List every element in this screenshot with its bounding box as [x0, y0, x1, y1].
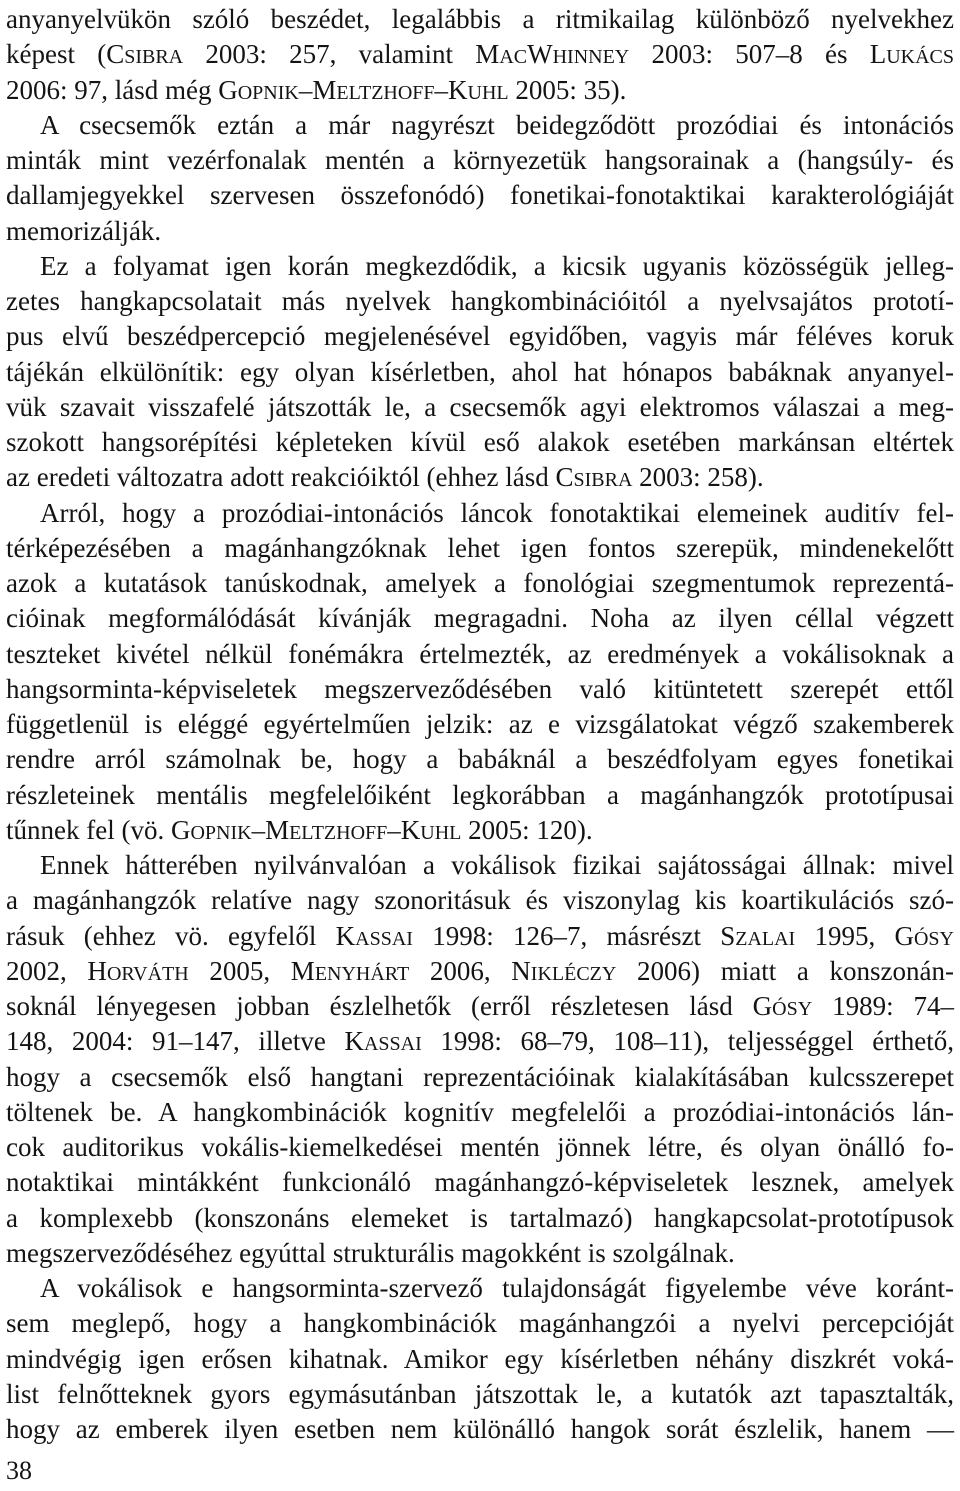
text-segment: sem meglepő, hogy a hangkombinációk magánhangzói a nyelvi percepcióját	[6, 1308, 954, 1339]
text-segment: 2005, M	[188, 955, 315, 986]
text-segment: részleteinek mentális megfelelőiként legkorábban a magánhangzók prototípusai	[6, 779, 954, 810]
text-line	[6, 1306, 954, 1341]
text-segment: töltenek be. A hangkombinációk kognitív megfelelői a prozódiai-intonációs lán-	[6, 1096, 954, 1127]
text-segment: A vokálisok e hangsorminta-szervező tulajdonságát figyelembe véve koránt-	[40, 1273, 954, 1303]
paragraph	[6, 848, 954, 1271]
small-caps-name: ÓSY	[772, 998, 813, 1020]
small-caps-name: ASSAI	[355, 927, 413, 950]
small-caps-name: OPNIK	[190, 821, 252, 844]
text-line	[6, 37, 954, 72]
small-caps-name: ASSAI	[363, 1033, 422, 1056]
small-caps-name: UHL	[420, 821, 462, 844]
text-line	[6, 1271, 954, 1306]
text-segment: vük szavait visszafelé játszották le, a csecsemők agyi elektromos válaszai a meg-	[6, 391, 954, 422]
text-segment: soknál lényegesen jobban észlelhetők (erről részletesen lásd G	[6, 991, 773, 1021]
text-line	[6, 214, 954, 249]
text-line	[6, 672, 954, 707]
text-segment: hogy a csecsemők első hangtani reprezentációinak kialakításában kulcsszerepet	[6, 1061, 954, 1092]
text-line	[6, 73, 954, 108]
text-line	[6, 1342, 954, 1377]
small-caps-name: AC	[499, 46, 528, 69]
text-line	[6, 1165, 954, 1200]
text-segment: azok a kutatások tanúskodnak, amelyek a fonológiai szegmentumok reprezentá-	[6, 568, 954, 598]
text-segment: függetlenül is eléggé egyértelműen jelzik: az e vizsgálatokat végző szakemberek	[6, 709, 954, 739]
text-line	[6, 496, 954, 531]
text-segment: zetes hangkapcsolatait más nyelvek hangkombinációitól a nyelvsajátos prototí-	[6, 286, 954, 316]
text-segment: minták mint vezérfonalak mentén a környezetük hangsorainak a (hangsúly- és	[6, 145, 954, 175]
text-line	[6, 989, 954, 1024]
text-segment: 2002, H	[6, 955, 107, 986]
text-line	[6, 319, 954, 354]
text-segment: memorizálják.	[6, 215, 162, 246]
text-line	[6, 425, 954, 460]
small-caps-name: UKÁCS	[886, 46, 954, 69]
paragraph	[6, 249, 954, 496]
text-segment: 1998: 126–7, másrészt S	[412, 920, 736, 951]
small-caps-name: ORVÁTH	[106, 962, 189, 985]
text-segment: szokott hangsorépítési képleteken kívül eső alakok esetében markánsan eltértek	[6, 427, 954, 457]
text-segment: 1998: 68–79, 108–11), teljességgel érthető,	[421, 1026, 954, 1057]
text-segment: rendre arról számolnak be, hogy a babáknál a beszédfolyam egyes fonetikai	[6, 744, 954, 775]
text-segment: W	[527, 39, 553, 70]
text-segment: megszerveződéséhez egyúttal strukturális magokként is szolgálnak.	[6, 1237, 735, 1268]
text-line	[6, 108, 954, 143]
text-segment: 2003: 507–8 és L	[629, 39, 887, 70]
text-line	[6, 848, 954, 883]
paragraph	[6, 496, 954, 849]
text-segment: Arról, hogy a prozódiai-intonációs láncok fonotaktikai elemeinek auditív fel-	[40, 497, 954, 528]
text-line	[6, 883, 954, 918]
text-line	[6, 1201, 954, 1236]
text-segment: rásuk (ehhez vö. egyfelől K	[6, 920, 356, 951]
text-segment: –M	[251, 814, 290, 845]
text-segment: hogy az emberek ilyen esetben nem különálló hangok sorát észlelik, hanem —	[6, 1414, 954, 1444]
text-segment: tűnnek fel (vö. G	[6, 814, 191, 845]
text-segment: –K	[434, 74, 468, 105]
text-line	[6, 1095, 954, 1130]
text-line	[6, 1412, 954, 1447]
small-caps-name: IKLÉCZY	[530, 962, 617, 985]
text-segment: A csecsemők eztán a már nagyrészt beidegződött prozódiai és intonációs	[40, 109, 954, 140]
text-segment: Ennek hátterében nyilvánvalóan a vokálisok fizikai sajátosságai állnak: mivel	[40, 850, 954, 880]
text-segment: 2005: 35).	[508, 74, 627, 105]
small-caps-name: ENYHÁRT	[314, 962, 410, 985]
text-segment: anyanyelvükön szóló beszédet, legalábbis a ritmikailag különböző nyelvekhez	[6, 4, 954, 34]
text-segment: a komplexebb (konszonáns elemeket is tartalmazó) hangkapcsolat-prototípusok	[6, 1202, 954, 1233]
paragraph	[6, 1271, 954, 1447]
text-line	[6, 2, 954, 37]
text-line	[6, 284, 954, 319]
document-page	[6, 2, 954, 1447]
text-line	[6, 742, 954, 777]
text-segment: 2005: 120).	[461, 814, 593, 845]
text-segment: mindvégig igen erősen kihatnak. Amikor egy kísérletben néhány diszkrét voká-	[6, 1343, 954, 1374]
text-segment: képest (C	[6, 39, 125, 70]
text-line	[6, 531, 954, 566]
text-segment: 2006) miatt a konszonán-	[616, 955, 955, 986]
text-segment: 1989: 74–	[812, 991, 954, 1021]
text-line	[6, 249, 954, 284]
text-line	[6, 566, 954, 601]
text-line	[6, 143, 954, 178]
text-line	[6, 707, 954, 742]
text-line	[6, 813, 954, 848]
text-line	[6, 637, 954, 672]
text-line	[6, 778, 954, 813]
text-segment: Ez a folyamat igen korán megkezdődik, a kicsik ugyanis közösségük jelleg-	[40, 250, 954, 281]
text-segment: 2003: 257, valamint M	[183, 39, 500, 70]
text-line	[6, 1024, 954, 1059]
small-caps-name: OPNIK	[237, 81, 299, 104]
text-segment: notaktikai mintákként funkcionáló magánhangzó-képviseletek lesznek, amelyek	[6, 1167, 954, 1198]
page-number: 38	[6, 1456, 32, 1485]
text-segment: 148, 2004: 91–147, illetve K	[6, 1026, 364, 1057]
text-line	[6, 1060, 954, 1095]
small-caps-name: ÓSY	[913, 927, 954, 950]
paragraph	[6, 2, 954, 108]
small-caps-name: UHL	[467, 81, 509, 104]
small-caps-name: ELTZHOFF	[289, 821, 388, 844]
text-segment: list felnőtteknek gyors egymásutánban játszottak le, a kutatók azt tapasztalták,	[6, 1378, 954, 1409]
text-segment: cok auditorikus vokális-kiemelkedései mentén jönnek létre, és olyan önálló fo-	[6, 1132, 954, 1162]
small-caps-name: ZALAI	[735, 927, 796, 950]
text-segment: hangsorminta-képviseletek megszerveződésében való kitüntetett szerepét ettől	[6, 673, 954, 704]
text-segment: teszteket kivétel nélkül fonémákra értelmezték, az eredmények a vokálisoknak a	[6, 638, 954, 669]
text-segment: –M	[298, 74, 337, 105]
text-line	[6, 460, 954, 495]
text-line	[6, 1377, 954, 1412]
text-segment: térképezésében a magánhangzóknak lehet igen fontos szerepük, mindenekelőtt	[6, 532, 954, 563]
text-line	[6, 1130, 954, 1165]
small-caps-name: ELTZHOFF	[336, 81, 435, 104]
text-segment: az eredeti változatra adott reakcióiktól (ehhez lásd C	[6, 462, 574, 493]
text-segment: pus elvű beszédpercepció megjelenésével egyidőben, vagyis már féléves koruk	[6, 321, 954, 352]
text-segment: tájékán elkülönítik: egy olyan kísérletben, ahol hat hónapos babáknak anyanyel-	[6, 356, 954, 387]
text-segment: 2003: 258).	[632, 462, 764, 493]
text-segment: 1995, G	[795, 920, 914, 951]
paragraph	[6, 108, 954, 249]
small-caps-name: SIBRA	[124, 46, 184, 69]
text-segment: –K	[387, 814, 421, 845]
text-line	[6, 954, 954, 989]
text-segment: 2006: 97, lásd még G	[6, 74, 238, 105]
text-line	[6, 919, 954, 954]
small-caps-name: SIBRA	[573, 469, 633, 492]
text-line	[6, 178, 954, 213]
text-segment: cióinak megformálódását kívánják megragadni. Noha az ilyen céllal végzett	[6, 603, 954, 634]
text-line	[6, 355, 954, 390]
text-line	[6, 1236, 954, 1271]
text-segment: a magánhangzók relatíve nagy szonoritásuk és viszonylag kis koartikulációs szó-	[6, 885, 954, 916]
text-segment: 2006, N	[409, 955, 531, 986]
small-caps-name: HINNEY	[552, 46, 630, 69]
text-line	[6, 601, 954, 636]
text-line	[6, 390, 954, 425]
text-segment: dallamjegyekkel szervesen összefonódó) fonetikai-fonotaktikai karakterológiáját	[6, 180, 954, 211]
